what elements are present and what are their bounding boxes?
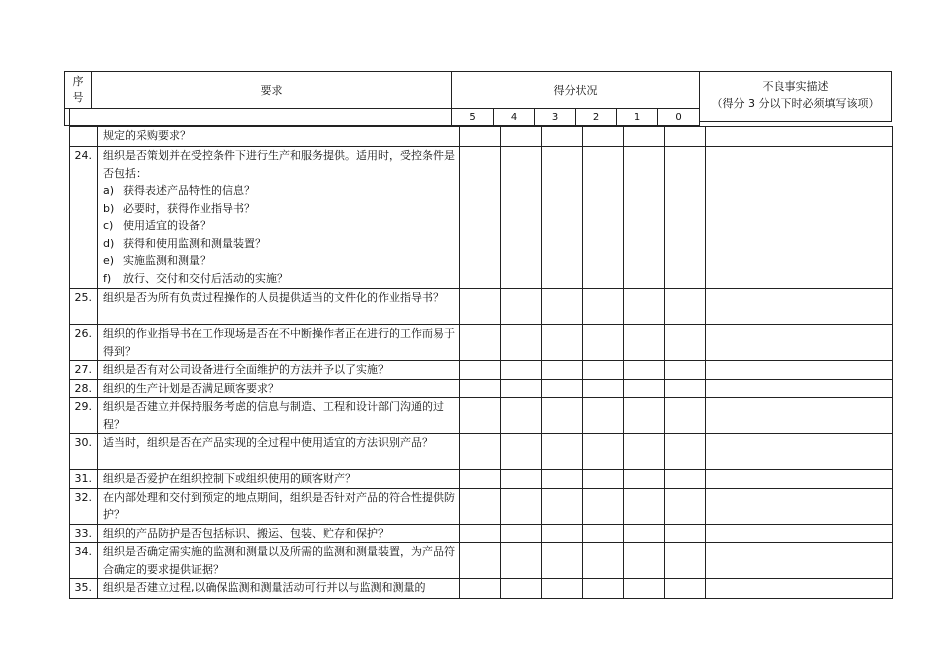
row-requirement: [98, 398, 460, 434]
sub-item-marker: b): [103, 201, 115, 215]
seq-header-line1: 序: [72, 75, 84, 88]
row-requirement: [98, 289, 460, 325]
defect-description-cell[interactable]: [706, 398, 893, 434]
score-cell-4[interactable]: [501, 543, 542, 579]
score-cell-4[interactable]: [501, 379, 542, 398]
defect-header-line1: 不良事实描述: [762, 80, 829, 93]
score-cell-2[interactable]: [583, 543, 624, 579]
table-row: [70, 127, 893, 147]
score-header: 得分状况: [452, 72, 700, 109]
score-cell-1[interactable]: [624, 470, 665, 489]
score-cell-1[interactable]: [624, 325, 665, 361]
seq-header: [65, 72, 92, 109]
score-cell-2[interactable]: [583, 398, 624, 434]
row-requirement: [98, 579, 460, 599]
score-cell-2[interactable]: [583, 289, 624, 325]
table-row: [70, 470, 893, 489]
row-number: 35.: [70, 579, 98, 599]
sub-item-marker: e): [103, 254, 115, 267]
score-cell-3[interactable]: [542, 361, 583, 380]
score-cell-3[interactable]: [542, 524, 583, 543]
score-cell-1[interactable]: [624, 398, 665, 434]
sub-item-text: 使用适宜的设备？: [123, 219, 211, 232]
score-cell-3[interactable]: [542, 434, 583, 470]
score-col-2: 2: [576, 109, 617, 126]
requirement-text: 组织是否有对公司设备进行全面维护的方法并予以了实施？: [103, 363, 389, 376]
row-requirement: [98, 543, 460, 579]
score-cell-0[interactable]: [665, 379, 706, 398]
requirement-text: 规定的采购要求？: [103, 129, 191, 142]
score-cell-5[interactable]: [460, 524, 501, 543]
row-requirement: [98, 325, 460, 361]
requirement-text: 适当时，组织是否在产品实现的全过程中使用适宜的方法识别产品？: [103, 436, 433, 449]
row-number: 26.: [70, 325, 98, 361]
row-number: 31.: [70, 470, 98, 489]
score-cell-4[interactable]: [501, 488, 542, 524]
defect-header-line2: （得分 3 分以下时必须填写该项）: [711, 97, 880, 110]
score-cell-5[interactable]: [460, 147, 501, 289]
row-number: 33.: [70, 524, 98, 543]
table-row: [70, 524, 893, 543]
score-cell-0[interactable]: [665, 127, 706, 147]
sub-item-marker: c): [103, 219, 114, 232]
score-cell-2[interactable]: [583, 524, 624, 543]
score-cell-0[interactable]: [665, 147, 706, 289]
score-cell-1[interactable]: [624, 361, 665, 380]
table-row: [70, 398, 893, 434]
score-cell-5[interactable]: [460, 434, 501, 470]
score-col-5: 5: [452, 109, 494, 126]
score-cell-3[interactable]: [542, 379, 583, 398]
score-cell-0[interactable]: [665, 470, 706, 489]
sub-item-text: 放行、交付和交付后活动的实施？: [123, 271, 288, 285]
row-requirement: [98, 379, 460, 398]
score-cell-1[interactable]: [624, 147, 665, 289]
row-number: 30.: [70, 434, 98, 470]
score-cell-5[interactable]: [460, 543, 501, 579]
score-cell-0[interactable]: [665, 361, 706, 380]
score-cell-4[interactable]: [501, 325, 542, 361]
score-cell-5[interactable]: [460, 289, 501, 325]
score-cell-2[interactable]: [583, 434, 624, 470]
requirement-text: 组织是否建立并保持服务考虑的信息与制造、工程和设计部门沟通的过程？: [103, 400, 444, 431]
score-cell-3[interactable]: [542, 543, 583, 579]
table-row: [70, 325, 893, 361]
score-cell-0[interactable]: [665, 579, 706, 599]
table-row: [70, 147, 893, 289]
score-cell-2[interactable]: [583, 127, 624, 147]
score-cell-3[interactable]: [542, 470, 583, 489]
sub-item-marker: a): [103, 184, 115, 197]
defect-description-cell[interactable]: [706, 543, 893, 579]
row-number: 29.: [70, 398, 98, 434]
requirements-table: [69, 126, 893, 599]
table-row: [70, 488, 893, 524]
sub-item: [103, 217, 455, 235]
score-cell-3[interactable]: [542, 579, 583, 599]
defect-description-cell[interactable]: [706, 379, 893, 398]
score-cell-1[interactable]: [624, 543, 665, 579]
row-requirement: [98, 470, 460, 489]
row-number: 34.: [70, 543, 98, 579]
score-col-4: 4: [494, 109, 535, 126]
score-cell-4[interactable]: [501, 147, 542, 289]
sub-item-text: 必要时，获得作业指导书？: [123, 201, 255, 215]
defect-description-header: [699, 71, 892, 122]
table-row: [70, 361, 893, 380]
score-col-0: 0: [658, 109, 700, 126]
requirement-text: 组织的作业指导书在工作现场是否在不中断操作者正在进行的工作而易于得到？: [103, 327, 455, 358]
defect-description-cell[interactable]: [706, 488, 893, 524]
score-cell-4[interactable]: [501, 470, 542, 489]
row-number: 32.: [70, 488, 98, 524]
score-cell-2[interactable]: [583, 361, 624, 380]
sub-item: [103, 252, 455, 270]
table-row: [70, 289, 893, 325]
score-cell-5[interactable]: [460, 325, 501, 361]
score-cell-4[interactable]: [501, 579, 542, 599]
defect-description-cell[interactable]: [706, 579, 893, 599]
requirement-text: 组织是否建立过程,以确保监测和测量活动可行并以与监测和测量的: [103, 581, 426, 594]
requirement-text: 组织是否爱护在组织控制下或组织使用的顾客财产？: [103, 472, 356, 485]
sub-item: [103, 270, 455, 288]
score-cell-0[interactable]: [665, 524, 706, 543]
sub-item-text: 实施监测和测量？: [123, 254, 211, 267]
row-number: 24.: [70, 147, 98, 289]
score-cell-0[interactable]: [665, 434, 706, 470]
score-cell-4[interactable]: [501, 398, 542, 434]
requirement-text: 组织是否确定需实施的监测和测量以及所需的监测和测量装置，为产品符合确定的要求提供证据？: [103, 545, 455, 576]
score-cell-5[interactable]: [460, 127, 501, 147]
score-cell-2[interactable]: [583, 325, 624, 361]
sub-item-marker: d): [103, 236, 115, 250]
defect-description-cell[interactable]: [706, 127, 893, 147]
requirement-text: 组织是否为所有负责过程操作的人员提供适当的文件化的作业指导书？: [103, 291, 444, 304]
sub-item: [103, 182, 455, 200]
sub-item-marker: f): [103, 271, 112, 285]
score-cell-1[interactable]: [624, 579, 665, 599]
row-number: 27.: [70, 361, 98, 380]
score-subheader-blank: [70, 109, 452, 126]
score-col-3: 3: [535, 109, 576, 126]
score-cell-0[interactable]: [665, 488, 706, 524]
defect-description-cell[interactable]: [706, 470, 893, 489]
requirement-text: 在内部处理和交付到预定的地点期间，组织是否针对产品的符合性提供防护？: [103, 490, 455, 521]
score-cell-4[interactable]: [501, 434, 542, 470]
score-cell-2[interactable]: [583, 488, 624, 524]
defect-description-cell[interactable]: [706, 434, 893, 470]
score-cell-2[interactable]: [583, 579, 624, 599]
score-cell-1[interactable]: [624, 488, 665, 524]
row-requirement: [98, 524, 460, 543]
row-requirement: [98, 488, 460, 524]
table-header: [64, 71, 700, 109]
score-cell-5[interactable]: [460, 361, 501, 380]
defect-description-cell[interactable]: [706, 325, 893, 361]
row-number: [70, 127, 98, 147]
sub-item: [103, 200, 455, 218]
score-subheader: [64, 108, 700, 126]
score-cell-5[interactable]: [460, 488, 501, 524]
score-cell-1[interactable]: [624, 524, 665, 543]
score-cell-3[interactable]: [542, 488, 583, 524]
requirement-text: 组织的生产计划是否满足顾客要求？: [103, 381, 279, 395]
score-cell-3[interactable]: [542, 325, 583, 361]
score-cell-1[interactable]: [624, 127, 665, 147]
score-cell-5[interactable]: [460, 398, 501, 434]
sub-item: [103, 235, 455, 253]
requirement-text: 组织的产品防护是否包括标识、搬运、包装、贮存和保护？: [103, 526, 389, 540]
table-row: [70, 543, 893, 579]
score-cell-5[interactable]: [460, 379, 501, 398]
sub-item-text: 获得和使用监测和测量装置？: [123, 236, 266, 250]
defect-description-cell[interactable]: [706, 524, 893, 543]
defect-description-cell[interactable]: [706, 289, 893, 325]
requirement-text: 组织是否策划并在受控条件下进行生产和服务提供。适用时，受控条件是否包括：: [103, 149, 455, 180]
score-cell-0[interactable]: [665, 325, 706, 361]
row-number: 25.: [70, 289, 98, 325]
score-cell-3[interactable]: [542, 398, 583, 434]
row-requirement: [98, 127, 460, 147]
score-cell-1[interactable]: [624, 379, 665, 398]
score-cell-2[interactable]: [583, 470, 624, 489]
requirement-header: 要求: [92, 72, 452, 109]
score-cell-3[interactable]: [542, 127, 583, 147]
row-requirement: [98, 361, 460, 380]
score-cell-5[interactable]: [460, 579, 501, 599]
score-cell-4[interactable]: [501, 127, 542, 147]
score-cell-0[interactable]: [665, 543, 706, 579]
score-cell-4[interactable]: [501, 524, 542, 543]
score-cell-1[interactable]: [624, 434, 665, 470]
score-cell-3[interactable]: [542, 147, 583, 289]
seq-header-line2: 号: [72, 91, 84, 104]
table-row: [70, 379, 893, 398]
score-cell-4[interactable]: [501, 361, 542, 380]
score-cell-2[interactable]: [583, 379, 624, 398]
score-col-1: 1: [617, 109, 658, 126]
score-cell-2[interactable]: [583, 147, 624, 289]
table-row: [70, 579, 893, 599]
table-row: [70, 434, 893, 470]
score-cell-0[interactable]: [665, 289, 706, 325]
row-requirement: [98, 434, 460, 470]
defect-description-cell[interactable]: [706, 361, 893, 380]
score-cell-5[interactable]: [460, 470, 501, 489]
score-cell-4[interactable]: [501, 289, 542, 325]
sub-item-text: 获得表述产品特性的信息？: [123, 184, 255, 197]
score-cell-1[interactable]: [624, 289, 665, 325]
score-cell-3[interactable]: [542, 289, 583, 325]
row-number: 28.: [70, 379, 98, 398]
score-cell-0[interactable]: [665, 398, 706, 434]
defect-description-cell[interactable]: [706, 147, 893, 289]
row-requirement: [98, 147, 460, 289]
